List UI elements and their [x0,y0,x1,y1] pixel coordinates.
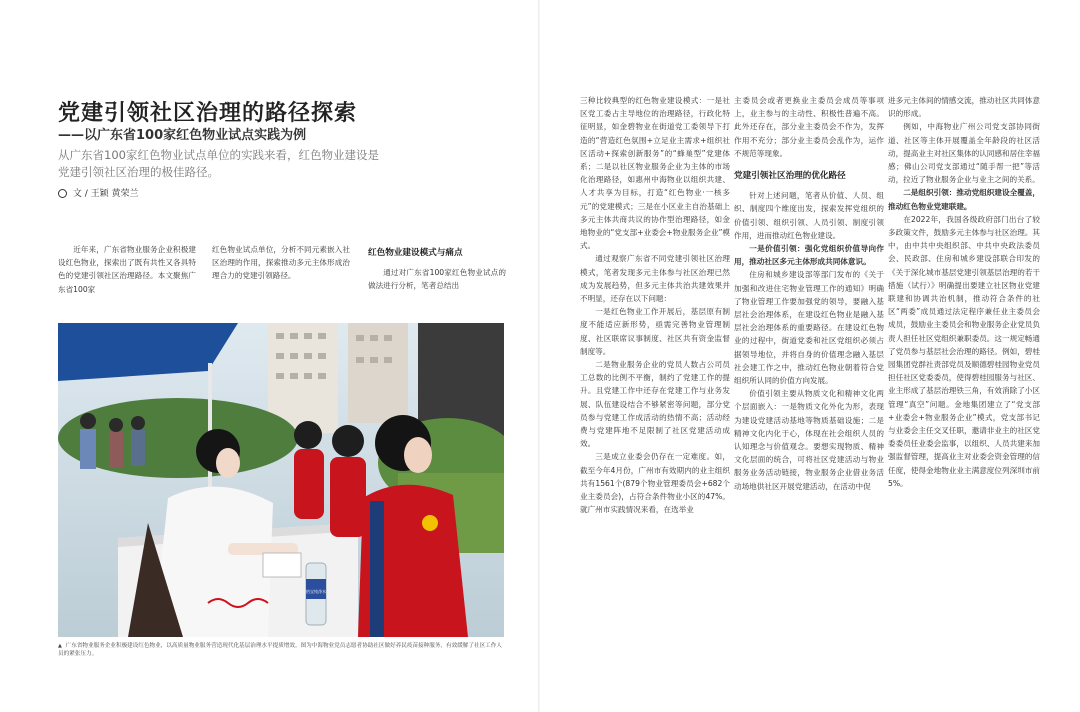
volunteer [330,425,366,537]
water-bottle [306,563,326,625]
paragraph: 住房和城乡建设部等部门发布的《关于加强和改进住宅物业管理工作的通知》明确了物业管理工作要加强党的领导，要融入基层社会治理体系，在建设红色物业是融入基层社会治理体系的重要路径。在建设红色物业的过程中，街道党委和社区党组织必须占据领导地位，并将自身的价值理念融入基层社会建工作之中，推动红色物业朝着符合党组织所认同的价值方向发展。 [734,270,884,386]
right-column-3 [888,94,1040,672]
paragraph: 价值引领主要从物质文化和精神文化两个层面嵌入：一是物质文化外化为形，表现为建设党建活动基地等物质基础设施；二是精神文化内化于心，体现在社会组织人员的认知理念与价值观念。要想实现物质、精神文化层面的统合，可将社区党建活动与物业服务业务活动链接，物业服务企业借业务活动场地供社区开展党建活动，在活动中促 [734,389,884,491]
background-crowd [80,413,145,469]
paragraph-bold: 二是组织引领：推动党组织建设全覆盖，推动红色物业党建联建。 [888,188,1040,211]
paragraph: 红色物业试点单位，分析不同元素嵌入社区治理的作用，探索推动多元主体形成治理合力的党建引领路径。 [212,245,350,281]
paragraph: 通过对广东省100家红色物业试点的做法进行分析，笔者总结出 [368,268,506,291]
paragraph: 主委员会或者更换业主委员会成员等事项上，业主参与的主动性、积极性普遍不高。此外还存在，部分业主委员会不作为，发挥作用不充分；部分业主委员会乱作为，运作不规范等现象。 [734,96,884,158]
paragraph: 近年来，广东省物业服务企业积极建设红色物业，探索出了既有共性又各具特色的党建引领社区治理路径。本文聚焦广东省100家 [58,245,196,294]
article-photo [58,323,504,637]
caption-text: 广东省物业服务企业积极建设红色物业，以高质量物业服务营造现代化基层治理水平提质增效。图为中海物业党员志愿者协助社区做好养民疫苗接种服务，有效缓解了社区工作人员的紧张压力。 [58,643,502,657]
party-emblem [422,515,438,531]
photo-caption [58,642,504,658]
right-column-1 [580,94,730,672]
article-lead: 从广东省100家红色物业试点单位的实践来看，红色物业建设是党建引领社区治理的极佳路径。 [58,148,379,179]
left-column-2 [212,243,350,309]
paragraph: 三是成立业委会仍存在一定难度。如，截至今年4月份，广州市有效期内的业主组织共有1561个(879个物业管理委员会+682个业主委员会)，占符合条件物业小区的47%。就广州市实践情况来看，在选举业 [580,452,730,515]
paragraph-bold: 一是价值引领：强化党组织价值导向作用，推动社区多元主体形成共同体意识。 [734,244,884,267]
byline [58,186,139,199]
circle-icon [58,189,67,198]
article-subtitle: ——以广东省100家红色物业试点实践为例 [58,128,307,143]
paragraph: 二是物业服务企业的党员人数占公司员工总数的比例不平衡，制约了党建工作的提升。且党建工作中还存在党建工作与业务发展、队伍建设结合不够紧密等问题，部分党员参与党建工作成活动的热情不高；活动经费与党建阵地不足限制了社区党建活动成效。 [580,360,730,449]
triangle-icon: ▲ [58,643,62,649]
article-title: 党建引领社区治理的路径探索 [58,101,358,126]
paragraph: 针对上述问题，笔者从价值、人员、组织、制度四个维度出发，探索发挥党组织的价值引领、组织引领、人员引领、制度引领作用，进而推动红色物业建设。 [734,191,884,240]
section-heading: 红色物业建设模式与痛点 [368,248,463,258]
volunteer [294,421,324,519]
section-heading: 党建引领社区治理的优化路径 [734,171,846,182]
paper [263,553,301,577]
right-column-2 [734,94,884,672]
photo-illustration [58,323,504,637]
paragraph: 一是红色物业工作开展后，基层原有制度不能适应新形势，亟需完善物业管理制度、社区联席议事制度、社区共有资金监督制度等。 [580,307,730,356]
paragraph: 在2022年，我国各级政府部门出台了较多政策文件，鼓励多元主体参与社区治理。其中，由中共中央组织部、中共中央政法委员会、民政部、住房和城乡建设部联合印发的《关于深化城市基层党建引领基层治理的若干措施（试行）》明确提出要建立社区物业党建联建和协调共治机制，推动符合条件的社区“两委”成员通过法定程序兼任业主委员会成员，鼓励业主委员会和物业服务企业党员负责人担任社区党组织兼职委员。这一规定畅通了党员参与基层社会治理的路径。例如，碧桂园集团党群社责部党员及顺德碧桂园物业党员担任社区党委委员，使得碧桂园服务与社区、业主形成了基层治理铁三角，有效消除了小区管理“真空”问题。金地集团建立了“党支部+业委会+物业服务企业”模式，党支部书记与业委会主任交叉任职，邀请非业主的社区党委委员任业委会监事，以组织、人员共建来加强监督管理，提高业主对业委会资金管理的信任度，使得金地物业业主满意度位列深圳市前5%。 [888,214,1040,488]
left-column-1 [58,243,196,309]
paragraph: 通过观察广东省不同党建引领社区治理模式，笔者发现多元主体参与社区治理已然成为发展趋势，但多元主体共治共建效果并不明显，还存在以下问题： [580,254,730,304]
paragraph: 进多元主体间的情感交流，推动社区共同体意识的形成。 [888,96,1040,119]
left-column-3 [368,243,506,309]
right-page [540,0,1080,712]
bottle-label: 怡宝纯净水 [306,589,326,594]
byline-text: 文 / 王颖 黄荣兰 [72,189,139,199]
paragraph: 三种比较典型的红色物业建设模式：一是社区党工委占主导地位的治理路径，行政化特征明显，如金碧物业在街道党工委领导下打造的“营造红色氛围+立足业主需求+组织社区活动+探索创新服务”的“蜂巢型”党建体系；二是以社区物业服务企业为主体的市场化治理路径，如惠州中海物业以组织共建、人才共享为目标，打造“红色物业·一核多元”的党建模式；三是在小区业主自治基础上多元主体共商共议的协作型治理路径，如金地物业的“党支部+业委会+物业服务企业”模式。 [580,96,730,251]
paragraph: 例如，中海物业广州公司党支部协同街道、社区等主体开展覆盖全年龄段的社区活动，提高业主对社区集体的认同感和居住幸福感；佛山公司党支部通过“随手帮一把”等活动，拉近了物业服务企业与业主之间的关系。 [888,122,1040,185]
